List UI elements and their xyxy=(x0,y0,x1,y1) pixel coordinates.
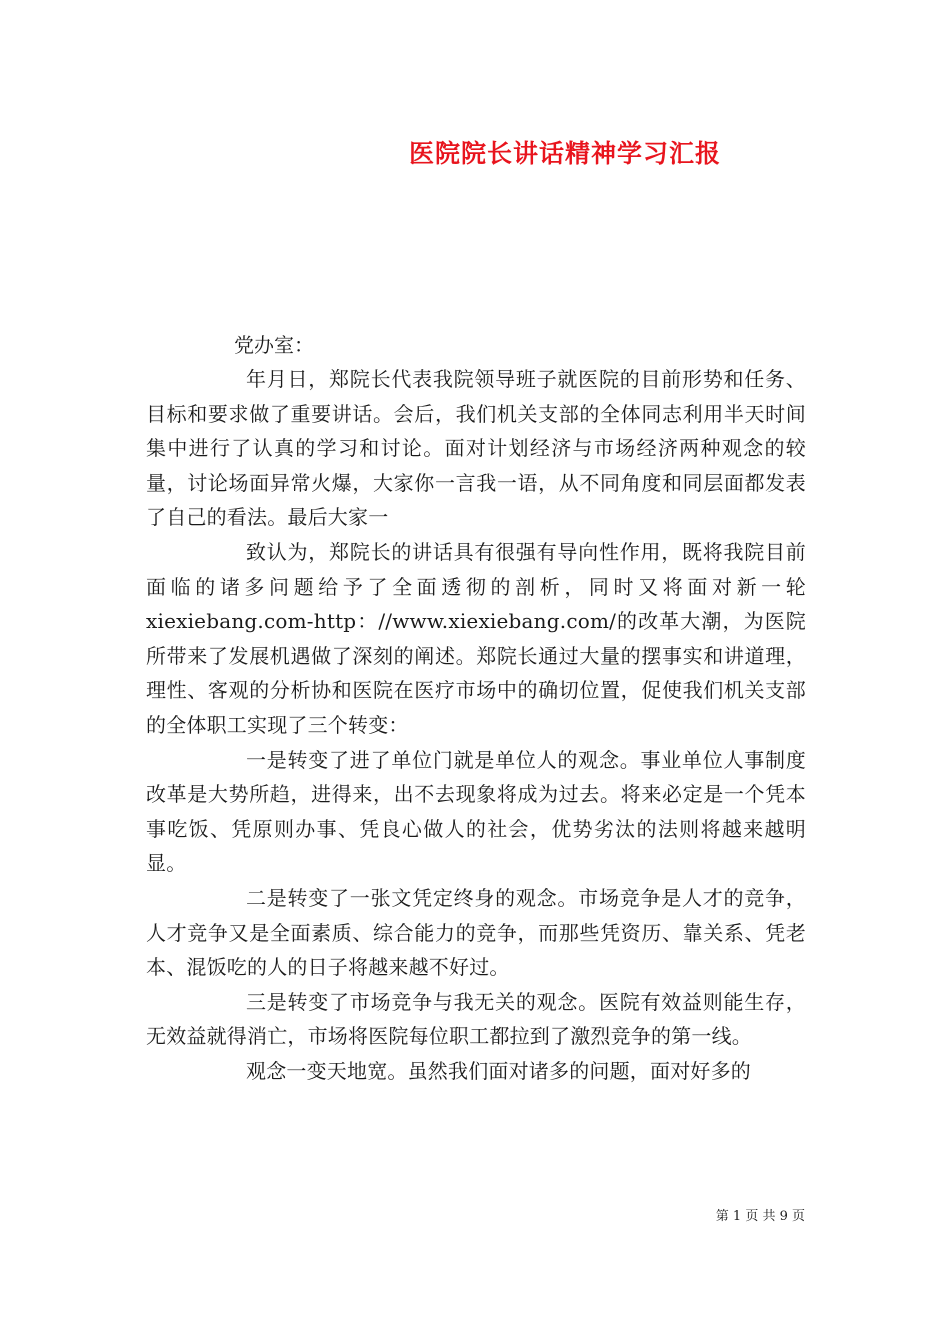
page-number-footer: 第 1 页 共 9 页 xyxy=(715,1209,805,1224)
document-title: 医院院长讲话精神学习汇报 xyxy=(408,139,721,168)
paragraph: 年月日，郑院长代表我院领导班子就医院的目前形势和任务、目标和要求做了重要讲话。会后，我们机关支部的全体同志利用半天时间集中进行了认真的学习和讨论。面对计划经济与市场经济两种观念的较量，讨论场面异常火爆，大家你一言我一语，从不同角度和同层面都发表了自己的看法。最后大家一 xyxy=(146,367,806,530)
paragraph: 观念一变天地宽。虽然我们面对诸多的问题，面对好多的 xyxy=(246,1058,751,1083)
paragraph: 三是转变了市场竞争与我无关的观念。医院有效益则能生存，无效益就得消亡，市场将医院每位职工都拉到了激烈竞争的第一线。 xyxy=(146,989,806,1049)
document-body xyxy=(146,328,806,1088)
paragraph: 一是转变了进了单位门就是单位人的观念。事业单位人事制度改革是大势所趋，进得来，出不去现象将成为过去。将来必定是一个凭本事吃饭、凭原则办事、凭良心做人的社会，优势劣汰的法则将越来越明显。 xyxy=(146,747,806,876)
salutation: 党办室： xyxy=(234,333,314,357)
paragraph: 致认为，郑院长的讲话具有很强有导向性作用，既将我院目前面临的诸多问题给予了全面透彻的剖析，同时又将面对新一轮xiexiebang.com-http：//www.xiexiebang.com/的改革大潮，为医院所带来了发展机遇做了深刻的阐述。郑院长通过大量的摆事实和讲道理，理性、客观的分析协和医院在医疗市场中的确切位置，促使我们机关支部的全体职工实现了三个转变： xyxy=(146,539,806,737)
paragraph: 二是转变了一张文凭定终身的观念。市场竞争是人才的竞争，人才竞争又是全面素质、综合能力的竞争，而那些凭资历、靠关系、凭老本、混饭吃的人的日子将越来越不好过。 xyxy=(146,885,806,980)
